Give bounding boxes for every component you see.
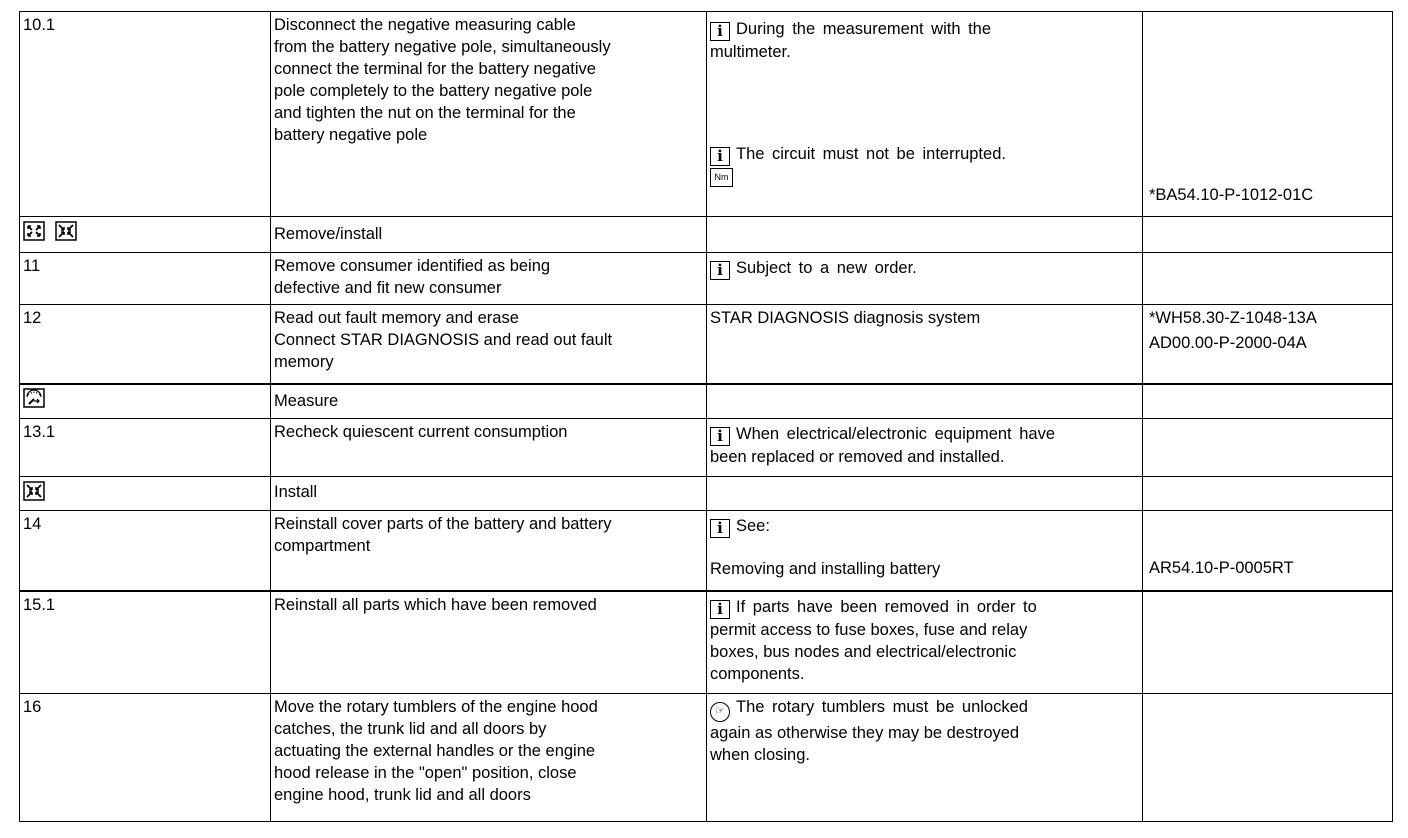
step-number: 11 [20,253,271,305]
install-icon [55,221,77,241]
table-row [20,694,1393,822]
reference-link[interactable]: AR54.10-P-0005RT [1149,559,1294,577]
step-number: 12 [20,305,271,384]
step-action: Move the rotary tumblers of the engine hood catches, the trunk lid and all doors by actuating the external handles or the engine hood release in the "open" position, close engine hood, trunk lid and all doors [271,694,707,822]
table-row [20,384,1393,419]
info-icon: i [710,519,730,538]
step-action: Remove/install [271,217,707,253]
symbol-cell [20,384,271,419]
step-action: Reinstall all parts which have been removed [271,591,707,694]
table-row [20,419,1393,477]
step-number: 10.1 [20,12,271,217]
info-icon: i [710,22,730,41]
step-action: Disconnect the negative measuring cable from the battery negative pole, simultaneously connect the terminal for the battery negative pole completely to the battery negative pole and tighten the nut on the terminal for the battery negative pole [271,12,707,217]
install-icon [23,481,45,501]
table-row [20,477,1393,511]
step-action: Remove consumer identified as being defective and fit new consumer [271,253,707,305]
table-row [20,511,1393,591]
table-row [20,253,1393,305]
step-notes: i During the measurement with the multimeter. i The circuit must not be interrupted. Nm [707,12,1143,217]
step-number: 16 [20,694,271,822]
step-number: 14 [20,511,271,591]
reference-title[interactable]: Removing and installing battery [710,560,941,578]
reference-link[interactable]: *BA54.10-P-1012-01C [1149,186,1314,204]
step-notes: ☞ The rotary tumblers must be unlocked again as otherwise they may be destroyed when closing. [707,694,1143,822]
reference-link[interactable]: *WH58.30-Z-1048-13A [1149,309,1317,327]
step-action: Read out fault memory and erase Connect STAR DIAGNOSIS and read out fault memory [271,305,707,384]
table-row [20,217,1393,253]
step-number: 15.1 [20,591,271,694]
step-reference [1143,12,1393,217]
remove-icon [23,221,45,241]
step-notes: i Subject to a new order. [707,253,1143,305]
reference-link[interactable]: AD00.00-P-2000-04A [1149,334,1307,352]
table-row [20,12,1393,217]
torque-nm-icon: Nm [710,168,733,187]
step-tool: STAR DIAGNOSIS diagnosis system [707,305,1143,384]
info-icon: i [710,261,730,280]
step-notes: i See: Removing and installing battery [707,511,1143,591]
step-notes: i If parts have been removed in order to permit access to fuse boxes, fuse and relay boxes, bus nodes and electrical/electronic components. [707,591,1143,694]
step-action: Reinstall cover parts of the battery and battery compartment [271,511,707,591]
procedure-table [19,11,1393,822]
symbol-cell [20,217,271,253]
step-reference [1143,511,1393,591]
step-action: Install [271,477,707,511]
info-icon: i [710,427,730,446]
table-row [20,305,1393,384]
step-action: Measure [271,384,707,419]
step-number: 13.1 [20,419,271,477]
step-notes: i When electrical/electronic equipment have been replaced or removed and installed. [707,419,1143,477]
warning-icon: ☞ [710,702,730,722]
measure-icon [23,388,45,408]
symbol-cell [20,477,271,511]
step-action: Recheck quiescent current consumption [271,419,707,477]
step-reference [1143,305,1393,384]
info-icon: i [710,147,730,166]
table-row [20,591,1393,694]
info-icon: i [710,600,730,619]
